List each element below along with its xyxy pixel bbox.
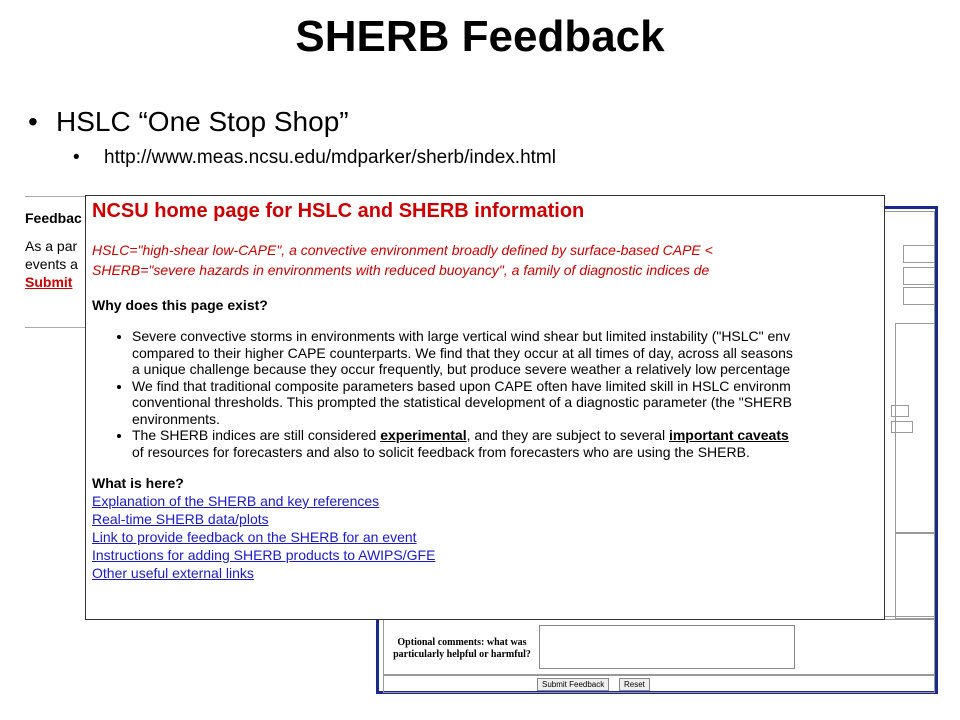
slide-title: SHERB Feedback [295,12,665,61]
list-line: conventional thresholds. This prompted the statistical development of a diagnostic parameter (the "SHERB [132,394,792,410]
link-feedback[interactable]: Link to provide feedback on the SHERB for an event [92,529,417,545]
buttons-row [383,675,935,693]
feedback-text-line: events a [25,256,78,272]
list-line: a unique challenge because they occur frequently, but produce severe weather a relatively low percentage [132,361,791,377]
list-line: compared to their higher CAPE counterparts. We find that they occur at all times of day, across all seasons [132,344,793,361]
list-line: The SHERB indices are still considered [132,427,381,443]
bullet-text: HSLC “One Stop Shop” [56,106,349,137]
link-awips-instructions[interactable]: Instructions for adding SHERB products to AWIPS/GFE [92,547,436,563]
link-external[interactable]: Other useful external links [92,565,254,581]
form-field[interactable] [903,287,935,305]
why-heading: Why does this page exist? [92,297,268,313]
form-field[interactable] [903,267,935,285]
page-heading: NCSU home page for HSLC and SHERB information [92,200,585,222]
hslc-definition: HSLC="high-shear low-CAPE", a convective environment broadly defined by surface-based CAPE < [92,242,713,258]
bullet-dot: • [28,106,38,137]
feedback-text-line: As a par [25,238,78,254]
bullet-one-stop-shop [28,104,349,140]
list-line: of resources for forecasters and also to solicit feedback from forecasters who are using the SHERB. [132,443,750,460]
bullet-url [73,145,556,171]
list-item [132,427,885,460]
link-realtime-data[interactable]: Real-time SHERB data/plots [92,511,269,527]
list-line: environments. [132,410,220,427]
link-explanation[interactable]: Explanation of the SHERB and key references [92,493,380,509]
feedback-heading: Feedbac [25,210,82,226]
reasons-list [92,328,885,460]
list-line: , and they are subject to several [466,427,669,443]
sherb-definition: SHERB="severe hazards in environments with reduced buoyancy", a family of diagnostic indices de [92,262,710,278]
bullet-url-text: http://www.meas.ncsu.edu/mdparker/sherb/index.html [104,147,556,168]
bullet-dot: • [73,147,80,168]
comments-label: Optional comments: what was particularly helpful or harmful? [393,637,531,660]
reset-button[interactable]: Reset [619,678,650,691]
submit-feedback-button[interactable]: Submit Feedback [537,678,609,691]
what-heading: What is here? [92,475,184,491]
form-field[interactable] [891,405,909,417]
ncsu-home-page-screenshot [85,195,885,620]
form-field[interactable] [903,245,935,263]
list-item [132,378,885,428]
list-line: We find that traditional composite parameters based upon CAPE often have limited skill in HSLC environm [132,377,791,394]
comments-textarea[interactable] [539,625,795,669]
list-line: Severe convective storms in environments with large vertical wind shear but limited instability ("HSLC" env [132,328,791,344]
important-caveats-link[interactable]: important caveats [668,427,789,443]
links-list [92,492,885,582]
experimental-link[interactable]: experimental [380,427,467,443]
list-item [132,328,885,378]
submit-link[interactable]: Submit [25,274,73,290]
form-section [895,533,935,619]
form-field[interactable] [891,421,913,433]
